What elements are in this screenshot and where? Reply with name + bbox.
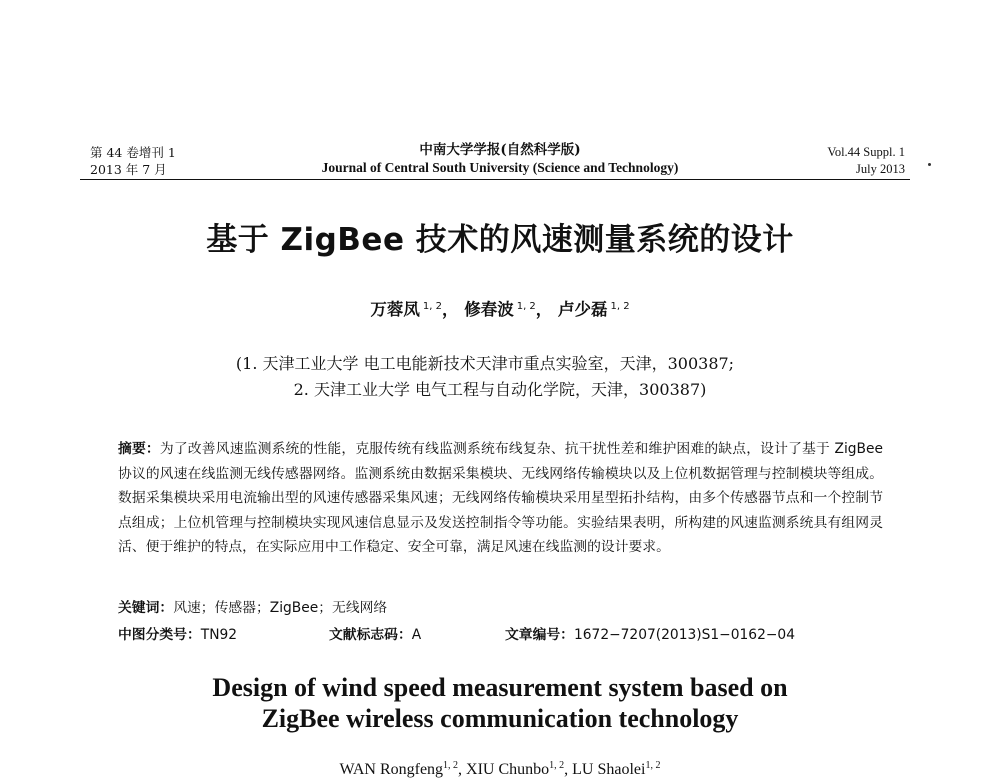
abstract-label: 摘要： [118,441,160,457]
paper-title-en [0,672,1000,734]
author-affiliation-mark: 1, 2 [422,301,442,312]
doc-label: 文献标志码： [329,627,412,643]
keywords-label: 关键词： [118,600,174,616]
author-separator: ， [441,300,459,319]
author-name: 修春波 [464,300,514,319]
clc-number [118,623,237,643]
header-rule [80,179,910,180]
abstract-text: 为了改善风速监测系统的性能，克服传统有线监测系统布线复杂、抗干扰性差和维护困难的缺点，设计了基于 ZigBee 协议的风速在线监测无线传感器网络。监测系统由数据采集模块、无线网络传输模块以及上位机数据管理与控制模块等组成。数据采集模块采用电流输出型的风速传感器采集风速；无线网络传输模块采用星型拓扑结构，由多个传感器节点和一个控制节点组成；上位机管理与控制模块实现风速信息显示及发送控制指令等功能。实验结果表明，所构建的风速监测系统具有组网灵活、便于维护的特点，在实际应用中工作稳定、安全可靠，满足风速在线监测的设计要求。 [118,441,884,556]
header-date-en: July 2013 [856,162,905,176]
author-separator: ， [535,300,553,319]
author-list-en [0,760,1000,779]
article-value: 1672−7207(2013)S1−0162−04 [573,627,795,643]
paper-title-cn: 基于 ZigBee 技术的风速测量系统的设计 [206,222,794,258]
author-affiliation-mark: 1, 2 [610,301,630,312]
author-separator: , [458,761,467,778]
paper-title-en-line: Design of wind speed measurement system based on [212,673,788,702]
header-date-cn: 2013 年 7 月 [90,162,167,177]
article-label: 文章编号： [505,627,574,643]
author-list-cn [0,296,1000,320]
author-affiliation-mark: 1, 2 [645,760,661,771]
doc-value: A [411,627,422,643]
clc-label: 中图分类号： [118,627,201,643]
scan-mark [928,163,931,166]
author-name: 万蓉凤 [370,300,420,319]
header-volume-en: Vol.44 Suppl. 1 [827,145,905,159]
journal-name-cn: 中南大学学报(自然科学版) [419,142,581,158]
author-affiliation-mark: 1, 2 [516,301,536,312]
author-name-en: LU Shaolei [572,761,646,778]
abstract [118,437,883,560]
author-affiliation-mark: 1, 2 [549,760,565,771]
author-name: 卢少磊 [558,300,608,319]
author-affiliation-mark: 1, 2 [443,760,459,771]
keywords-text: 风速；传感器；ZigBee；无线网络 [173,600,388,616]
author-name-en: XIU Chunbo [466,761,550,778]
document-code [329,623,421,643]
keywords [118,596,387,616]
author-separator: , [564,761,573,778]
header-volume-cn: 第 44 卷增刊 1 [90,145,176,160]
paper-title-en-line: ZigBee wireless communication technology [261,704,739,733]
clc-value: TN92 [200,627,238,643]
journal-name-en: Journal of Central South University (Science and Technology) [321,160,679,175]
header-volume-en-block [760,144,905,178]
article-number [505,623,795,643]
author-name-en: WAN Rongfeng [339,761,444,778]
affiliation-line: (1. 天津工业大学 电工电能新技术天津市重点实验室，天津，300387; [235,354,735,373]
affiliation-line: 2. 天津工业大学 电气工程与自动化学院，天津，300387) [293,380,707,399]
